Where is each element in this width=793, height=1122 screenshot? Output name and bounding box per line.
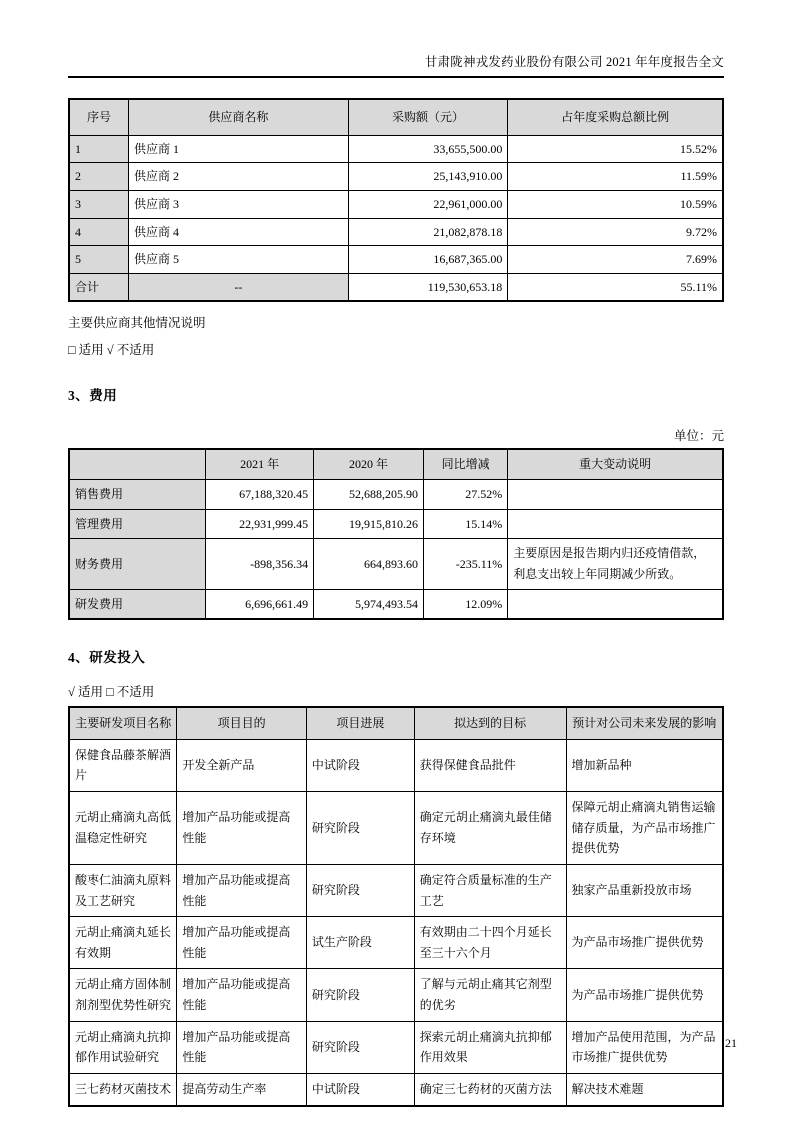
rnd-table-row: [69, 1073, 723, 1105]
rnd-purpose-cell: 提高劳动生产率: [177, 1073, 306, 1105]
supplier-amount-cell: 33,655,500.00: [348, 135, 508, 163]
expense-2020-cell: 19,915,810.26: [314, 509, 424, 539]
expense-note-cell: [508, 480, 723, 510]
supplier-name-cell: 供应商 1: [129, 135, 349, 163]
expense-table-header-row: [69, 449, 723, 479]
rnd-impact-cell: 为产品市场推广提供优势: [566, 969, 723, 1021]
expense-note-cell: [508, 589, 723, 619]
rnd-impact-cell: 独家产品重新投放市场: [566, 864, 723, 916]
expense-label-cell: 销售费用: [69, 480, 206, 510]
rnd-goal-cell: 确定三七药材的灭菌方法: [414, 1073, 566, 1105]
total-percentage-cell: 55.11%: [508, 273, 723, 301]
rnd-project-name-cell: 保健食品藤茶解酒片: [69, 739, 177, 791]
rnd-goal-cell: 有效期由二十四个月延长至三十六个月: [414, 917, 566, 969]
expense-table-row: [69, 480, 723, 510]
rnd-project-name-cell: 元胡止痛滴丸高低温稳定性研究: [69, 792, 177, 865]
supplier-name-cell: 供应商 4: [129, 218, 349, 246]
supplier-name-cell: 供应商 2: [129, 163, 349, 191]
rnd-project-name-cell: 元胡止痛滴丸延长有效期: [69, 917, 177, 969]
supplier-amount-cell: 22,961,000.00: [348, 190, 508, 218]
supplier-table-row: [69, 163, 723, 191]
rnd-impact-cell: 解决技术难题: [566, 1073, 723, 1105]
supplier-name-cell: 供应商 3: [129, 190, 349, 218]
rnd-table-header-row: [69, 707, 723, 739]
unit-label: 单位：元: [673, 429, 724, 444]
rnd-purpose-cell: 增加产品功能或提高性能: [177, 792, 306, 865]
header-cell-project-purpose: 项目目的: [177, 707, 306, 739]
rnd-table-row: [69, 792, 723, 865]
expense-table-row: [69, 509, 723, 539]
expense-yoy-cell: 27.52%: [423, 480, 507, 510]
rnd-table-row: [69, 864, 723, 916]
expense-section-heading: 3、费用: [68, 388, 118, 404]
header-cell-major-change-note: 重大变动说明: [508, 449, 723, 479]
rnd-purpose-cell: 增加产品功能或提高性能: [177, 1021, 306, 1073]
expense-2020-cell: 52,688,205.90: [314, 480, 424, 510]
rnd-progress-cell: 研究阶段: [306, 969, 414, 1021]
header-cell-blank: [69, 449, 206, 479]
rnd-section-heading: 4、研发投入: [68, 650, 146, 666]
rnd-goal-cell: 确定元胡止痛滴丸最佳储存环境: [414, 792, 566, 865]
supplier-percentage-cell: 11.59%: [508, 163, 723, 191]
header-cell-2020: 2020 年: [314, 449, 424, 479]
expense-table-row: [69, 589, 723, 619]
rnd-impact-cell: 增加产品使用范围，为产品市场推广提供优势: [566, 1021, 723, 1073]
supplier-note-applicability: □ 适用 √ 不适用: [68, 343, 155, 358]
rnd-table-row: [69, 917, 723, 969]
expense-2021-cell: 6,696,661.49: [206, 589, 314, 619]
supplier-table-header-row: [69, 99, 723, 135]
expense-2021-cell: -898,356.34: [206, 539, 314, 589]
header-rule: [68, 76, 724, 78]
rnd-project-name-cell: 三七药材灭菌技术: [69, 1073, 177, 1105]
expense-2021-cell: 22,931,999.45: [206, 509, 314, 539]
rnd-purpose-cell: 增加产品功能或提高性能: [177, 864, 306, 916]
rnd-goal-cell: 探索元胡止痛滴丸抗抑郁作用效果: [414, 1021, 566, 1073]
expense-yoy-cell: 15.14%: [423, 509, 507, 539]
supplier-amount-cell: 21,082,878.18: [348, 218, 508, 246]
header-cell-percentage: 占年度采购总额比例: [508, 99, 723, 135]
header-cell-index: 序号: [69, 99, 129, 135]
expense-label-cell: 财务费用: [69, 539, 206, 589]
header-cell-supplier-name: 供应商名称: [129, 99, 349, 135]
rnd-purpose-cell: 增加产品功能或提高性能: [177, 917, 306, 969]
rnd-impact-cell: 为产品市场推广提供优势: [566, 917, 723, 969]
expense-label-cell: 研发费用: [69, 589, 206, 619]
rnd-progress-cell: 试生产阶段: [306, 917, 414, 969]
supplier-percentage-cell: 10.59%: [508, 190, 723, 218]
report-header-title: 甘肃陇神戎发药业股份有限公司 2021 年年度报告全文: [424, 55, 724, 69]
page-content: [68, 0, 724, 1107]
rnd-purpose-cell: 增加产品功能或提高性能: [177, 969, 306, 1021]
rnd-impact-cell: 保障元胡止痛滴丸销售运输储存质量，为产品市场推广提供优势: [566, 792, 723, 865]
rnd-impact-cell: 增加新品种: [566, 739, 723, 791]
supplier-percentage-cell: 7.69%: [508, 246, 723, 274]
rnd-progress-cell: 研究阶段: [306, 792, 414, 865]
supplier-total-row: [69, 273, 723, 301]
expense-table: [68, 448, 724, 620]
header-cell-project-progress: 项目进展: [306, 707, 414, 739]
rnd-project-name-cell: 元胡止痛方固体制剂剂型优势性研究: [69, 969, 177, 1021]
rnd-project-name-cell: 元胡止痛滴丸抗抑郁作用试验研究: [69, 1021, 177, 1073]
header-cell-2021: 2021 年: [206, 449, 314, 479]
header-cell-project-name: 主要研发项目名称: [69, 707, 177, 739]
expense-yoy-cell: -235.11%: [423, 539, 507, 589]
header-cell-yoy-change: 同比增减: [423, 449, 507, 479]
supplier-table-row: [69, 135, 723, 163]
supplier-table-row: [69, 190, 723, 218]
total-name-cell: --: [129, 273, 349, 301]
expense-note-cell: 主要原因是报告期内归还疫情借款，利息支出较上年同期减少所致。: [508, 539, 723, 589]
supplier-amount-cell: 16,687,365.00: [348, 246, 508, 274]
rnd-applicability: √ 适用 □ 不适用: [68, 685, 155, 700]
supplier-amount-cell: 25,143,910.00: [348, 163, 508, 191]
header-cell-expected-impact: 预计对公司未来发展的影响: [566, 707, 723, 739]
expense-2020-cell: 664,893.60: [314, 539, 424, 589]
expense-yoy-cell: 12.09%: [423, 589, 507, 619]
supplier-index-cell: 4: [69, 218, 129, 246]
supplier-table: [68, 98, 724, 302]
supplier-note-label: 主要供应商其他情况说明: [68, 316, 206, 331]
rnd-table-row: [69, 739, 723, 791]
rnd-project-name-cell: 酸枣仁油滴丸原料及工艺研究: [69, 864, 177, 916]
rnd-table: [68, 706, 724, 1106]
rnd-goal-cell: 了解与元胡止痛其它剂型的优劣: [414, 969, 566, 1021]
rnd-goal-cell: 获得保健食品批件: [414, 739, 566, 791]
supplier-table-row: [69, 218, 723, 246]
rnd-purpose-cell: 开发全新产品: [177, 739, 306, 791]
header-cell-project-goal: 拟达到的目标: [414, 707, 566, 739]
rnd-table-row: [69, 1021, 723, 1073]
total-label-cell: 合计: [69, 273, 129, 301]
expense-2021-cell: 67,188,320.45: [206, 480, 314, 510]
total-amount-cell: 119,530,653.18: [348, 273, 508, 301]
supplier-percentage-cell: 15.52%: [508, 135, 723, 163]
supplier-name-cell: 供应商 5: [129, 246, 349, 274]
header-cell-purchase-amount: 采购额（元）: [348, 99, 508, 135]
rnd-progress-cell: 中试阶段: [306, 1073, 414, 1105]
supplier-percentage-cell: 9.72%: [508, 218, 723, 246]
page-number: 21: [725, 1036, 737, 1050]
expense-2020-cell: 5,974,493.54: [314, 589, 424, 619]
rnd-goal-cell: 确定符合质量标准的生产工艺: [414, 864, 566, 916]
rnd-table-row: [69, 969, 723, 1021]
expense-note-cell: [508, 509, 723, 539]
supplier-index-cell: 1: [69, 135, 129, 163]
expense-label-cell: 管理费用: [69, 509, 206, 539]
supplier-index-cell: 2: [69, 163, 129, 191]
rnd-progress-cell: 研究阶段: [306, 1021, 414, 1073]
supplier-index-cell: 5: [69, 246, 129, 274]
rnd-progress-cell: 研究阶段: [306, 864, 414, 916]
supplier-index-cell: 3: [69, 190, 129, 218]
supplier-table-row: [69, 246, 723, 274]
rnd-progress-cell: 中试阶段: [306, 739, 414, 791]
expense-table-row: [69, 539, 723, 589]
